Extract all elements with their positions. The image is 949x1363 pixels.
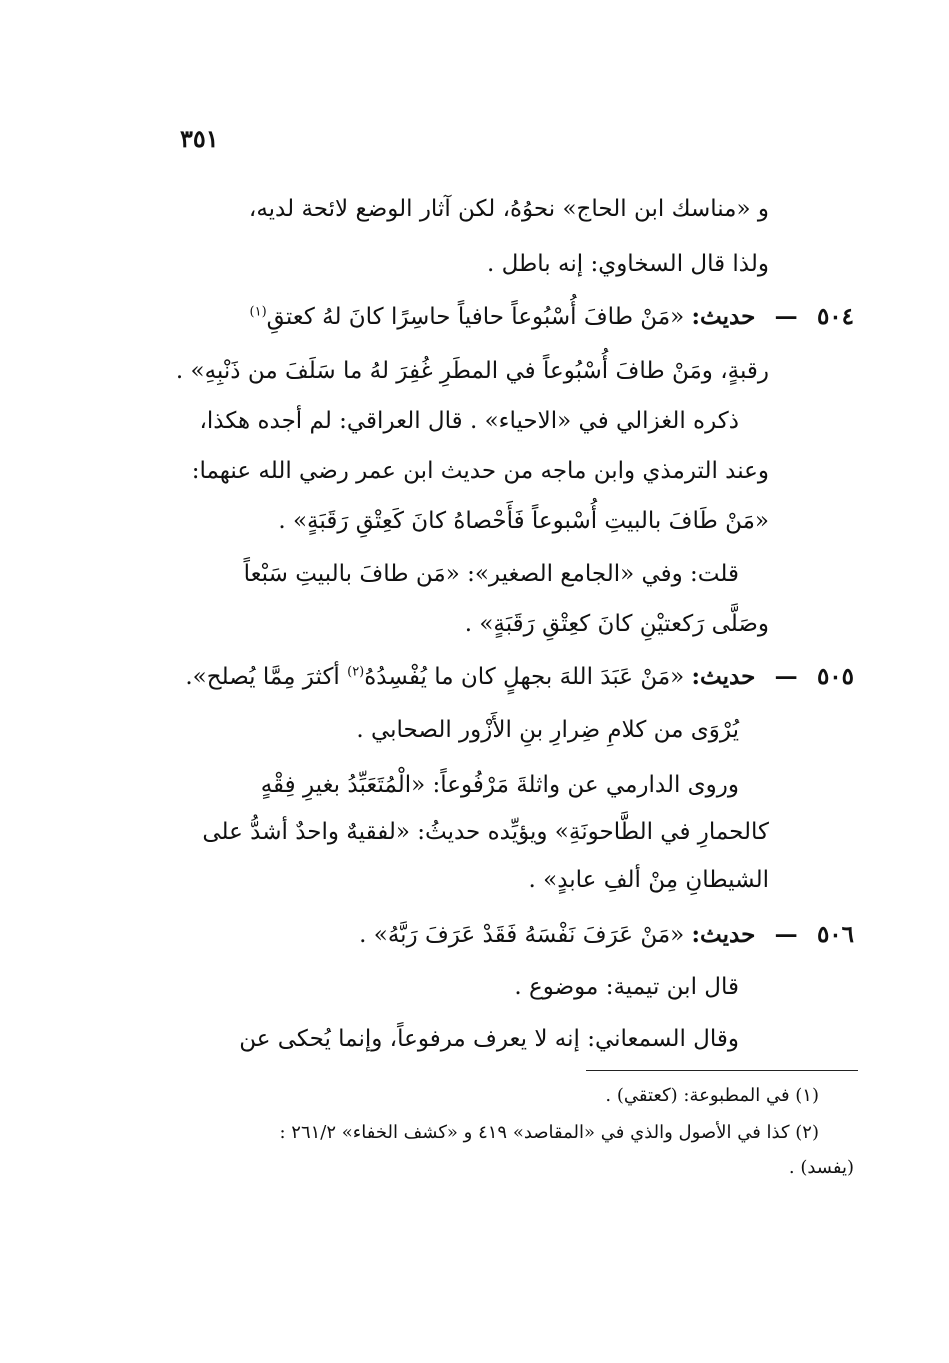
hadith-505-line-4: كالحمارِ في الطَّاحونَةِ» ويؤيِّده حديثُ: «لفقيهٌ واحدٌ أشدُّ على <box>202 819 769 845</box>
hadith-505-line-3: وروى الدارمي عن واثلةَ مَرْفُوعاً: «الْمُتَعَبِّدُ بغيرِ فِقْهٍ <box>260 772 739 798</box>
hadith-505-text-1a: «مَنْ عَبَدَ اللهَ بجهلٍ كان ما يُفْسِدُهُ <box>364 664 685 690</box>
hadith-504-heading <box>250 300 854 334</box>
footnote-2-line-1: (٢) كذا في الأصول والذي في «المقاصد» ٤١٩ و «كشف الخفاء» ٢٦١/٢ : <box>279 1122 819 1143</box>
dash: — <box>774 303 798 330</box>
hadith-label: حديث: <box>691 303 756 330</box>
hadith-506-line-3: وقال السمعاني: إنه لا يعرف مرفوعاً، وإنما يُحكى عن <box>239 1026 739 1052</box>
hadith-number: ٥٠٥ <box>816 663 854 690</box>
dash: — <box>774 921 798 948</box>
hadith-label: حديث: <box>691 663 756 690</box>
hadith-505-text-1b: أكثرَ مِمَّا يُصلح». <box>185 664 340 690</box>
intro-line-2: ولذا قال السخاوي: إنه باطل . <box>486 251 769 277</box>
hadith-504-line-2: رقبةٍ، ومَنْ طافَ أُسْبُوعاً في المطَرِ غُفِرَ لهُ ما سَلَفَ من ذَنْبِهِ» . <box>175 358 769 384</box>
hadith-505-heading <box>185 660 854 694</box>
hadith-504-line-4: وعند الترمذي وابن ماجه من حديث ابن عمر رضي الله عنهما: <box>191 458 769 484</box>
dash: — <box>774 663 798 690</box>
footnote-1: (١) في المطبوعة: (كعتقي) . <box>605 1085 819 1106</box>
hadith-504-line-5: «مَنْ طَافَ بالبيتِ أُسْبوعاً فَأَحْصاهُ كانَ كَعِتْقِ رَقَبَةٍ» . <box>278 508 769 534</box>
hadith-506-line-2: قال ابن تيمية: موضوع . <box>514 974 739 1000</box>
hadith-number: ٥٠٦ <box>816 921 854 948</box>
footnote-mark-2: (٢) <box>347 664 365 680</box>
footnote-2-line-2: (يفسد) . <box>788 1157 854 1178</box>
hadith-505-line-2: يُرْوَى من كلامِ ضِرارِ بنِ الأَزْور الصحابي . <box>356 717 739 743</box>
hadith-506-text-1: «مَنْ عَرَفَ نَفْسَهُ فَقَدْ عَرَفَ رَبَّهُ» . <box>359 922 685 948</box>
hadith-label: حديث: <box>691 921 756 948</box>
hadith-504-line-7: وصَلَّى رَكعتيْنِ كانَ كعِتْقِ رَقَبَةٍ» . <box>464 611 769 637</box>
hadith-number: ٥٠٤ <box>816 303 854 330</box>
hadith-504-text-1: «مَنْ طافَ أُسْبُوعاً حافياً حاسِرًا كانَ لهُ كعتقِ <box>266 304 685 330</box>
footnote-mark-1: (١) <box>249 304 267 320</box>
hadith-504-line-3: ذكره الغزالي في «الاحياء» . قال العراقي: لم أجده هكذا، <box>199 408 739 434</box>
page-number: ٣٥١ <box>180 124 219 153</box>
hadith-505-line-5: الشيطانِ مِنْ ألفِ عابدٍ» . <box>528 867 769 893</box>
hadith-504-line-6: قلت: وفي «الجامع الصغير»: «مَن طافَ بالبيتِ سَبْعاً <box>243 561 739 587</box>
footnote-divider <box>586 1070 858 1071</box>
hadith-506-heading <box>359 918 854 952</box>
intro-line-1: و «مناسك ابن الحاج» نحوُهُ، لكن آثار الوضع لائحة لديه، <box>248 196 769 222</box>
